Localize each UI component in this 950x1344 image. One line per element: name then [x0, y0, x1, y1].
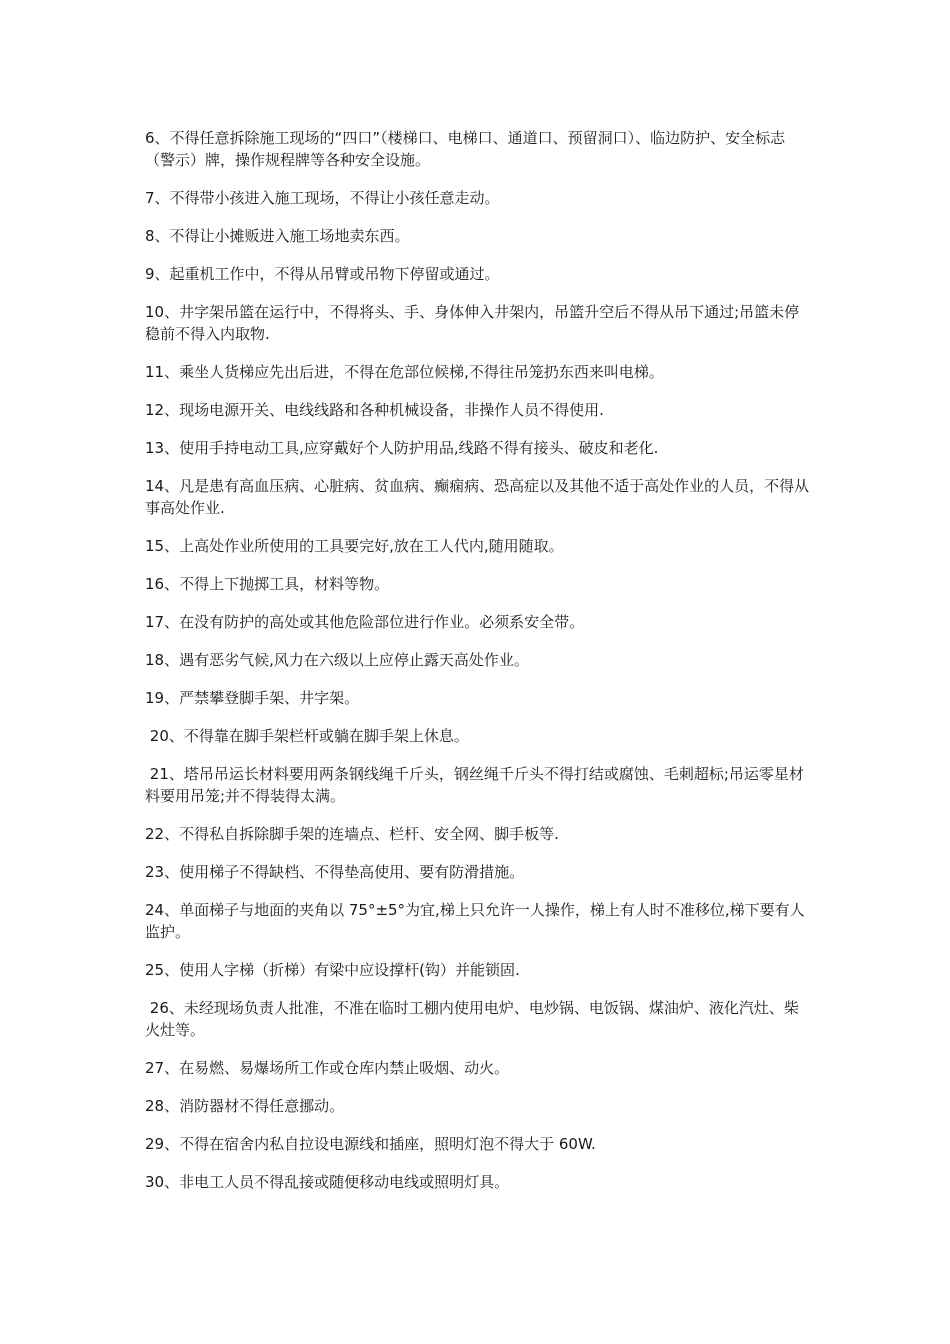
rule-item: 10、井字架吊篮在运行中，不得将头、手、身体伸入井架内，吊篮升空后不得从吊下通过;吊篮未停稳前不得入内取物.	[145, 303, 800, 343]
rule-item: 22、不得私自拆除脚手架的连墙点、栏杆、安全网、脚手板等.	[145, 825, 559, 843]
rule-item: 26、未经现场负责人批准，不准在临时工棚内使用电炉、电炒锅、电饭锅、煤油炉、液化汽灶、柴火灶等。	[145, 999, 799, 1039]
rule-item: 8、不得让小摊贩进入施工场地卖东西。	[145, 227, 410, 245]
rule-item: 12、现场电源开关、电线线路和各种机械设备，非操作人员不得使用.	[145, 401, 604, 419]
rule-item: 6、不得任意拆除施工现场的“四口”（楼梯口、电梯口、通道口、预留洞口）、临边防护、安全标志（警示）牌，操作规程牌等各种安全设施。	[145, 129, 786, 169]
rule-item: 30、非电工人员不得乱接或随便移动电线或照明灯具。	[145, 1173, 510, 1191]
rule-item: 13、使用手持电动工具,应穿戴好个人防护用品,线路不得有接头、破皮和老化.	[145, 439, 659, 457]
rule-item: 9、起重机工作中，不得从吊臂或吊物下停留或通过。	[145, 265, 500, 283]
rule-item: 24、单面梯子与地面的夹角以 75°±5°为宜,梯上只允许一人操作，梯上有人时不准移位,梯下要有人监护。	[145, 901, 805, 941]
safety-rules-list	[145, 127, 813, 1209]
rule-item: 25、使用人字梯（折梯）有梁中应设撑杆(钩）并能锁固.	[145, 961, 520, 979]
rule-item: 15、上高处作业所使用的工具要完好,放在工人代内,随用随取。	[145, 537, 564, 555]
rule-item: 29、不得在宿舍内私自拉设电源线和插座，照明灯泡不得大于 60W.	[145, 1135, 596, 1153]
rule-item: 11、乘坐人货梯应先出后进，不得在危部位候梯,不得往吊笼扔东西来叫电梯。	[145, 363, 664, 381]
rule-item: 21、塔吊吊运长材料要用两条钢线绳千斤头，钢丝绳千斤头不得打结或腐蚀、毛刺超标;吊运零星材料要用吊笼;并不得装得太满。	[145, 765, 804, 805]
rule-item: 20、不得靠在脚手架栏杆或躺在脚手架上休息。	[145, 727, 469, 745]
rule-item: 27、在易燃、易爆场所工作或仓库内禁止吸烟、动火。	[145, 1059, 510, 1077]
rule-item: 14、凡是患有高血压病、心脏病、贫血病、癫痫病、恐高症以及其他不适于高处作业的人员，不得从事高处作业.	[145, 477, 810, 517]
rule-item: 17、在没有防护的高处或其他危险部位进行作业。必须系安全带。	[145, 613, 585, 631]
rule-item: 19、严禁攀登脚手架、井字架。	[145, 689, 360, 707]
rule-item: 23、使用梯子不得缺档、不得垫高使用、要有防滑措施。	[145, 863, 525, 881]
rule-item: 18、遇有恶劣气候,风力在六级以上应停止露天高处作业。	[145, 651, 529, 669]
rule-item: 7、不得带小孩进入施工现场，不得让小孩任意走动。	[145, 189, 500, 207]
rule-item: 28、消防器材不得任意挪动。	[145, 1097, 345, 1115]
rule-item: 16、不得上下抛掷工具，材料等物。	[145, 575, 390, 593]
